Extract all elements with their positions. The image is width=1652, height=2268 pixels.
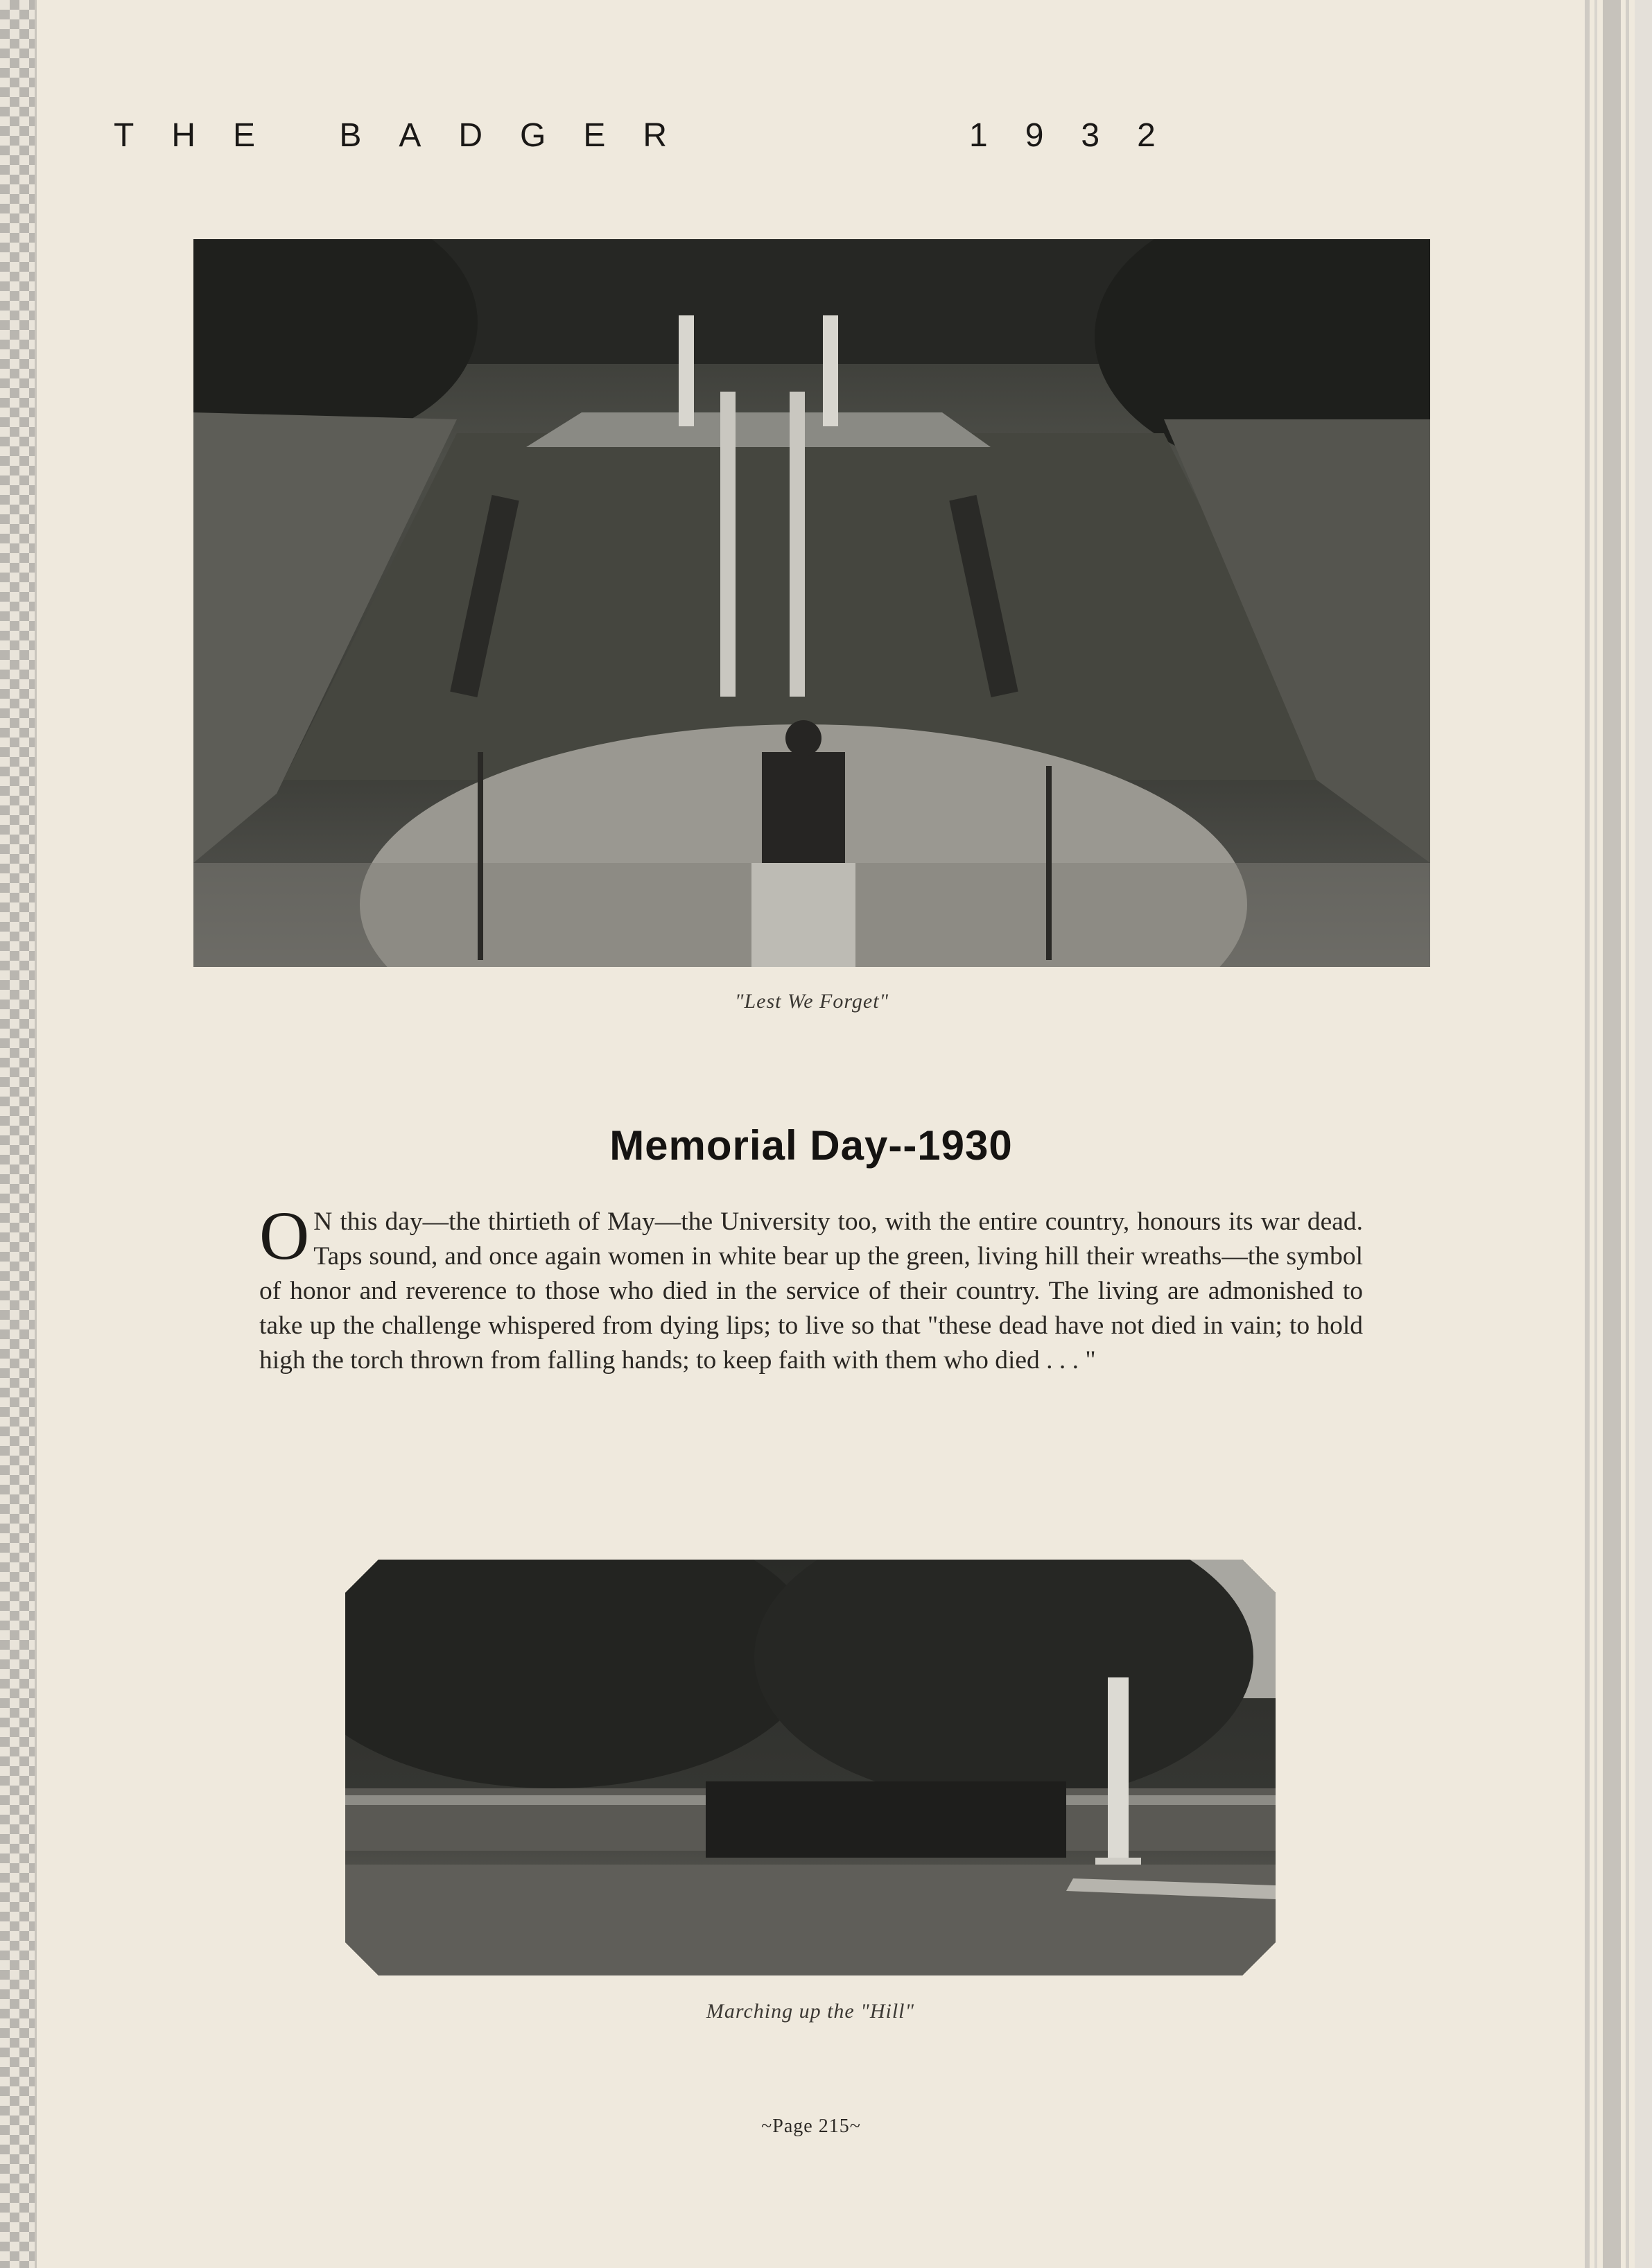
- header-title: THE BADGER: [114, 117, 705, 154]
- running-header: [114, 116, 1209, 165]
- photo-caption-top: "Lest We Forget": [734, 990, 889, 1013]
- article-body: [259, 1197, 1363, 1378]
- marching-soldiers-photo: [345, 1560, 1276, 1975]
- marching-soldiers-photo-icon: [345, 1560, 1276, 1975]
- page-number: ~Page 215~: [761, 2116, 861, 2137]
- photo-caption-bottom: Marching up the "Hill": [706, 2000, 915, 2023]
- decorative-right-rule: [1594, 0, 1597, 2268]
- memorial-ceremony-photo-icon: [193, 239, 1430, 967]
- header-year: 1932: [969, 117, 1193, 154]
- decorative-right-rule: [1626, 0, 1629, 2268]
- memorial-ceremony-photo: [193, 239, 1430, 967]
- decorative-right-rule: [1635, 0, 1652, 2268]
- article-body-text: N this day—the thirtieth of May—the University too, with the entire country, honours its war dead. Taps sound, and once again women in white bear up the green, living hill their wreaths—the symbol of honor and reverence to those who died in the service of their country. The living are admonished to take up the challenge whispered from dying lips; to live so that "these dead have not died in vain; to hold high the torch thrown from falling hands; to keep faith with them who died . . . ": [259, 1207, 1363, 1375]
- decorative-left-border: [0, 0, 37, 2268]
- decorative-right-rule: [1585, 0, 1590, 2268]
- drop-cap: O: [259, 1197, 310, 1274]
- article-title: Memorial Day--1930: [609, 1122, 1013, 1169]
- decorative-right-rule: [1603, 0, 1621, 2268]
